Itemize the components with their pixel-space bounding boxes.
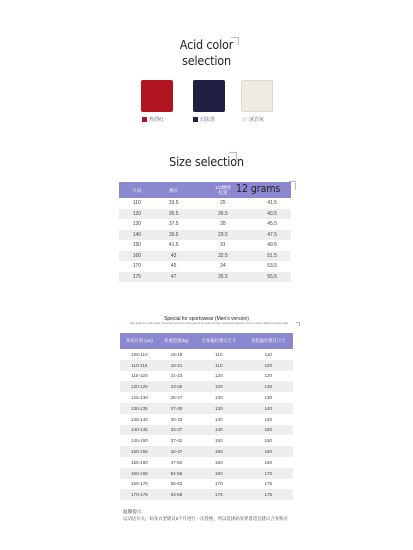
- color-marker-icon: [193, 117, 198, 122]
- table-cell: 37.5: [168, 221, 179, 228]
- header-size: 尺码: [119, 182, 155, 198]
- table-cell: 41.5: [267, 200, 277, 207]
- table-row: [119, 261, 291, 272]
- table-cell: 150: [194, 446, 243, 457]
- color-title-line2: selection: [182, 53, 231, 68]
- table-row: [120, 468, 293, 479]
- table-cell: 140: [194, 425, 243, 436]
- title-corner-decoration: [229, 152, 237, 160]
- table-cell: 30-33: [170, 416, 183, 422]
- table-cell: 35.5: [155, 209, 193, 220]
- table-row: [120, 414, 293, 425]
- table-cell: 135-140: [130, 416, 148, 422]
- table-cell: 37-42: [170, 438, 183, 444]
- swatch-red[interactable]: [141, 80, 173, 112]
- header-height-range: 身高区间 (cm): [120, 333, 159, 349]
- header-weight-range: 体重范围(kg): [159, 333, 194, 349]
- table-cell: 29.5: [193, 230, 254, 241]
- table-row: [119, 198, 291, 209]
- title-corner-decoration: [231, 37, 239, 45]
- weight-tag: 12 grams: [236, 182, 281, 195]
- table-cell: 35.5: [193, 272, 254, 283]
- table-cell: 150: [244, 425, 293, 436]
- table-cell: 39.5: [155, 230, 193, 241]
- table-row: [120, 435, 293, 446]
- table-cell: 41.5: [168, 242, 179, 249]
- table-cell: 120-125: [120, 381, 159, 392]
- table-cell: 160: [264, 459, 273, 465]
- table-cell: 125-130: [130, 395, 148, 401]
- size-table: [119, 182, 291, 282]
- table-cell: 160-165: [120, 468, 159, 479]
- swatch-label-red: 热烈红: [142, 116, 164, 123]
- table-cell: 18-21: [159, 360, 194, 371]
- table-cell: 47.5: [253, 230, 291, 241]
- table-cell: 130: [194, 403, 243, 414]
- table-cell: 53.5: [267, 263, 277, 270]
- sports-section-title: Special for sportswear (Men's version): [164, 316, 249, 322]
- table-cell: 43: [155, 251, 193, 262]
- table-cell: 105-110: [131, 351, 148, 357]
- weight-tag-corner: [289, 181, 296, 190]
- table-cell: 45.5: [267, 221, 277, 228]
- table-row: [120, 425, 293, 436]
- table-cell: 150: [264, 438, 273, 444]
- table-cell: 31: [220, 242, 226, 249]
- table-cell: 120: [119, 209, 155, 220]
- table-cell: 140: [244, 403, 293, 414]
- tips-text: 运动达开关、码身衣型建议6个月进行一次替换，所以选择码身穿着适宜建议合身购买: [123, 516, 288, 521]
- table-cell: 160: [194, 468, 243, 479]
- table-cell: 43.5: [253, 209, 291, 220]
- table-cell: 170: [132, 263, 142, 270]
- table-cell: 34: [220, 263, 226, 270]
- table-cell: 110: [132, 200, 141, 207]
- table-cell: 45: [170, 263, 177, 270]
- table-cell: 150: [215, 438, 223, 444]
- table-row: [120, 349, 293, 360]
- table-cell: 150-155: [120, 446, 159, 457]
- table-cell: 56-63: [170, 481, 183, 487]
- table-cell: 120: [215, 373, 223, 379]
- color-marker-icon: [242, 117, 247, 122]
- table-cell: 130-135: [120, 403, 159, 414]
- swatch-grey[interactable]: [241, 80, 273, 112]
- table-cell: 145-150: [130, 438, 148, 444]
- table-cell: 110-115: [120, 360, 159, 371]
- table-cell: 21-23: [170, 373, 183, 379]
- table-cell: 42-47: [159, 446, 194, 457]
- table-cell: 120: [244, 360, 293, 371]
- table-cell: 130: [215, 395, 223, 401]
- table-cell: 140-145: [120, 425, 159, 436]
- table-row: [120, 446, 293, 457]
- table-cell: 23-25: [159, 381, 194, 392]
- table-cell: 16-18: [170, 351, 183, 357]
- table-row: [120, 371, 293, 382]
- table-row: [120, 457, 293, 468]
- table-row: [120, 360, 293, 371]
- table-cell: 47-52: [170, 459, 183, 465]
- table-row: [119, 272, 291, 283]
- table-cell: 110: [264, 351, 272, 357]
- table-cell: 110: [194, 360, 243, 371]
- table-cell: 175: [264, 481, 273, 487]
- table-cell: 130: [244, 381, 293, 392]
- table-cell: 25-27: [170, 395, 183, 401]
- table-cell: 155-160: [130, 459, 148, 465]
- table-row: [119, 230, 291, 241]
- table-cell: 32.5: [193, 251, 254, 262]
- table-cell: 170-175: [120, 489, 159, 500]
- table-cell: 130: [132, 221, 142, 228]
- table-cell: 140: [119, 230, 155, 241]
- table-cell: 175: [119, 272, 155, 283]
- table-cell: 165-170: [130, 481, 148, 487]
- table-row: [119, 209, 291, 220]
- table-row: [120, 489, 293, 500]
- table-cell: 160: [119, 251, 155, 262]
- table-cell: 170: [215, 481, 223, 487]
- table-row: [119, 219, 291, 230]
- table-cell: 52-56: [159, 468, 194, 479]
- table-cell: 130: [264, 395, 273, 401]
- sports-table-header: [120, 333, 293, 349]
- header-length: 裤长: [155, 182, 193, 198]
- table-cell: 160: [244, 446, 293, 457]
- header-fit-size: 合身偏好建议尺寸: [194, 333, 243, 349]
- header-loose-size: 宽松偏好建议尺寸: [244, 333, 293, 349]
- table-cell: 51.5: [253, 251, 291, 262]
- table-cell: 110: [215, 351, 223, 357]
- swatch-label-black: 幻影黑: [193, 116, 215, 123]
- table-cell: 175: [194, 489, 243, 500]
- table-cell: 33-37: [159, 425, 194, 436]
- table-cell: 47: [155, 272, 193, 283]
- table-cell: 175: [244, 489, 293, 500]
- table-cell: 140: [264, 416, 273, 422]
- size-section-title: [0, 154, 413, 170]
- table-cell: 28: [220, 221, 226, 228]
- table-cell: 33.5: [168, 200, 179, 207]
- table-cell: 160: [215, 459, 223, 465]
- table-cell: 170: [244, 468, 293, 479]
- table-row: [120, 403, 293, 414]
- sports-size-table: [120, 333, 293, 500]
- header-waist-text: 1/2腰围 松量: [215, 185, 231, 195]
- note-corner-decoration: [296, 322, 300, 326]
- swatch-label-grey: 冰岩灰: [242, 116, 264, 123]
- tips-title: 温馨提示:: [123, 509, 143, 514]
- swatch-black[interactable]: [193, 80, 225, 112]
- table-cell: 140: [215, 416, 223, 422]
- table-row: [120, 479, 293, 490]
- size-title: Size selection: [169, 154, 244, 169]
- table-row: [120, 381, 293, 392]
- table-cell: 120: [194, 381, 243, 392]
- table-cell: 150: [132, 242, 142, 249]
- color-swatch-row: [0, 80, 413, 130]
- color-marker-icon: [142, 117, 147, 122]
- color-section-title: [0, 37, 413, 69]
- table-row: [119, 251, 291, 262]
- table-cell: 115-120: [131, 373, 148, 379]
- table-cell: 63-68: [159, 489, 194, 500]
- table-cell: 120: [264, 373, 273, 379]
- table-cell: 27-30: [159, 403, 194, 414]
- table-cell: 25: [220, 200, 226, 207]
- table-row: [120, 392, 293, 403]
- color-title-line1: Acid color: [179, 37, 234, 52]
- table-cell: 49.5: [267, 242, 277, 249]
- table-cell: 55.5: [253, 272, 291, 283]
- table-cell: 26.5: [193, 209, 254, 220]
- sports-section-note: Size guide for youth active movement option for child parents as guide we help use specify selected, note of youth's athletic program wide: [129, 322, 289, 325]
- table-row: [119, 240, 291, 251]
